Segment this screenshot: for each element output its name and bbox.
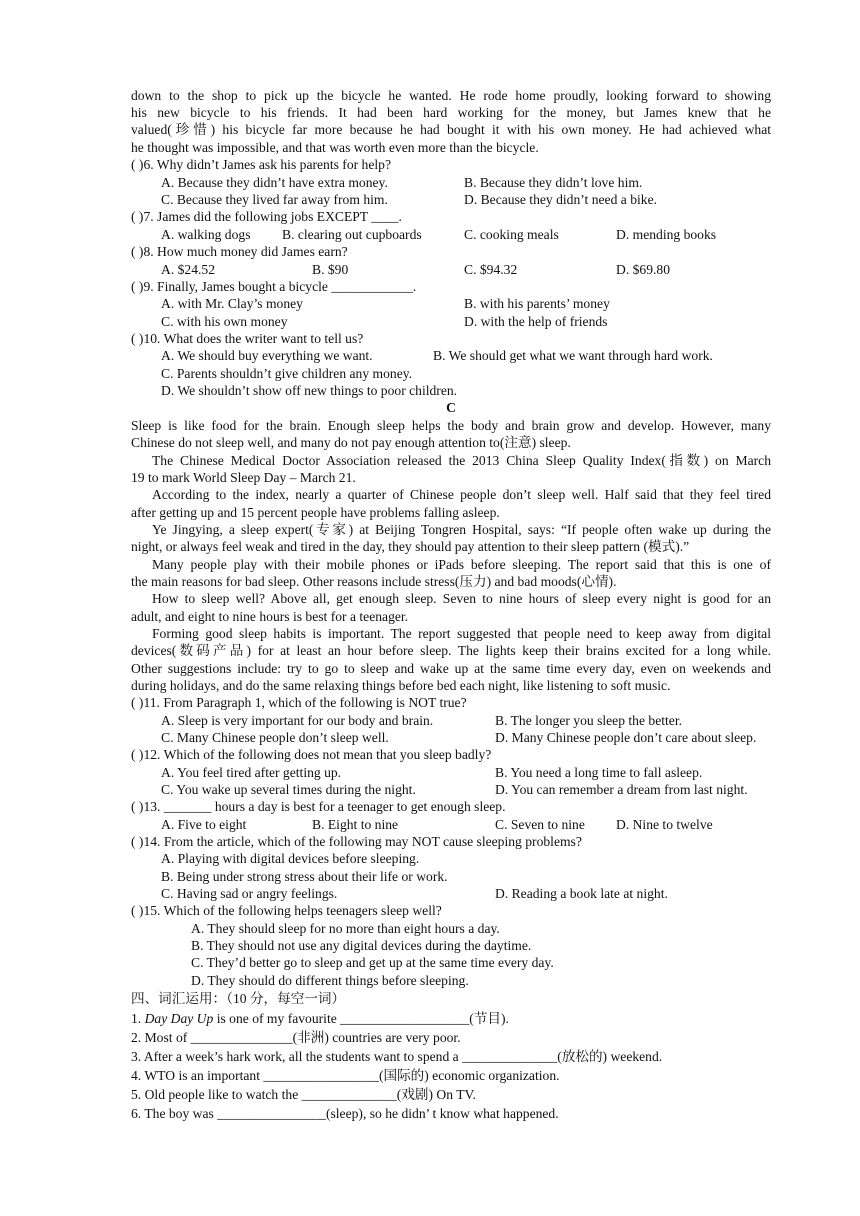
option-a: A. Sleep is very important for our body and brain. — [161, 713, 434, 728]
passage-line: night, or always feel weak and tired in the day, they should pay attention to their sleep pattern (模式).” — [131, 539, 690, 554]
passage-line: How to sleep well? Above all, get enough sleep. Seven to nine hours of sleep every night is good for an — [152, 591, 771, 606]
passage-line: Sleep is like food for the brain. Enough sleep helps the body and brain grow and develop. However, many — [131, 418, 771, 433]
option-a: A. Because they didn’t have extra money. — [161, 175, 388, 190]
passage-line: after getting up and 15 percent people have problems falling asleep. — [131, 505, 500, 520]
passage-line: valued(珍惜) his bicycle far more because he had bought it with his own money. He had achieved what — [131, 122, 771, 137]
option-b: B. Because they didn’t love him. — [464, 175, 643, 190]
vocab-item: 3. After a week’s hark work, all the students want to spend a ______________(放松的) weekend. — [131, 1049, 663, 1064]
question-stem: ( )15. Which of the following helps teenagers sleep well? — [131, 903, 442, 918]
passage-line: down to the shop to pick up the bicycle he wanted. He rode home proudly, looking forward to showing — [131, 88, 771, 103]
option-a: A. We should buy everything we want. — [161, 348, 373, 363]
passage-line: Other suggestions include: try to go to sleep and wake up at the same time every day, even on weekends and — [131, 661, 771, 676]
option-c: C. Having sad or angry feelings. — [161, 886, 338, 901]
option-d: D. You can remember a dream from last night. — [495, 782, 748, 797]
option-b: B. with his parents’ money — [464, 296, 610, 311]
option-b: B. We should get what we want through hard work. — [433, 348, 713, 363]
option-b: B. The longer you sleep the better. — [495, 713, 682, 728]
option-b: B. Being under strong stress about their life or work. — [161, 869, 448, 884]
question-stem: ( )8. How much money did James earn? — [131, 244, 348, 259]
option-b: B. clearing out cupboards — [282, 227, 422, 242]
passage-line: Ye Jingying, a sleep expert(专家) at Beijing Tongren Hospital, says: “If people often wake up during the — [152, 522, 771, 537]
question-stem: ( )12. Which of the following does not mean that you sleep badly? — [131, 747, 492, 762]
option-b: B. $90 — [312, 262, 349, 277]
option-c: C. Parents shouldn’t give children any money. — [161, 366, 413, 381]
passage-line: Forming good sleep habits is important. The report suggested that people need to keep away from digital — [152, 626, 771, 641]
option-a: A. $24.52 — [161, 262, 215, 277]
option-a: A. You feel tired after getting up. — [161, 765, 342, 780]
option-c: C. Because they lived far away from him. — [161, 192, 388, 207]
option-d: D. Because they didn’t need a bike. — [464, 192, 658, 207]
passage-line: Many people play with their mobile phones or iPads before sleeping. The report said that this is one of — [152, 557, 771, 572]
option-c: C. They’d better go to sleep and get up at the same time every day. — [191, 955, 554, 970]
option-c: C. Many Chinese people don’t sleep well. — [161, 730, 389, 745]
passage-line: during holidays, and do the same relaxing things before bed each night, like listening to soft music. — [131, 678, 671, 693]
option-c: C. cooking meals — [464, 227, 559, 242]
question-stem: ( )10. What does the writer want to tell us? — [131, 331, 364, 346]
passage-line: Chinese do not sleep well, and many do not pay enough attention to(注意) sleep. — [131, 435, 571, 450]
question-stem: ( )7. James did the following jobs EXCEPT ____. — [131, 209, 402, 224]
vocab-item: 5. Old people like to watch the ______________(戏剧) On TV. — [131, 1087, 476, 1102]
question-stem: ( )14. From the article, which of the following may NOT cause sleeping problems? — [131, 834, 582, 849]
passage-line: the main reasons for bad sleep. Other reasons include stress(压力) and bad moods(心情). — [131, 574, 617, 589]
vocab-item: 6. The boy was ________________(sleep), so he didn’ t know what happened. — [131, 1106, 559, 1121]
option-a: A. Playing with digital devices before sleeping. — [161, 851, 420, 866]
option-d: D. $69.80 — [616, 262, 670, 277]
option-c: C. Seven to nine — [495, 817, 585, 832]
option-c: C. You wake up several times during the night. — [161, 782, 416, 797]
passage-line: devices(数码产品) for at least an hour before sleep. The lights keep their brains excited for a long while. — [131, 643, 771, 658]
section-heading: 四、词汇运用：（10 分，每空一词） — [131, 991, 346, 1006]
question-stem: ( )11. From Paragraph 1, which of the following is NOT true? — [131, 695, 467, 710]
option-a: A. Five to eight — [161, 817, 247, 832]
option-a: A. with Mr. Clay’s money — [161, 296, 303, 311]
option-d: D. with the help of friends — [464, 314, 608, 329]
option-c: C. $94.32 — [464, 262, 518, 277]
vocab-number: 1. — [131, 1011, 145, 1026]
section-title: C — [446, 400, 456, 415]
option-d: D. Nine to twelve — [616, 817, 713, 832]
passage-line: adult, and eight to nine hours is best for a teenager. — [131, 609, 409, 624]
question-stem: ( )9. Finally, James bought a bicycle ____________. — [131, 279, 417, 294]
passage-line: he thought was impossible, and that was worth even more than the bicycle. — [131, 140, 539, 155]
question-stem: ( )13. _______ hours a day is best for a teenager to get enough sleep. — [131, 799, 506, 814]
option-a: A. They should sleep for no more than eight hours a day. — [191, 921, 500, 936]
option-b: B. They should not use any digital devices during the daytime. — [191, 938, 532, 953]
vocab-item — [131, 1010, 771, 1027]
program-name: Day Day Up — [144, 1011, 214, 1026]
passage-line: According to the index, nearly a quarter of Chinese people don’t sleep well. Half said that they feel tired — [152, 487, 771, 502]
passage-line: The Chinese Medical Doctor Association released the 2013 China Sleep Quality Index(指数) on March — [152, 453, 771, 468]
vocab-text: is one of my favourite ___________________(节目). — [213, 1011, 509, 1026]
vocab-item: 2. Most of _______________(非洲) countries are very poor. — [131, 1030, 461, 1045]
option-d: D. mending books — [616, 227, 717, 242]
option-d: D. Reading a book late at night. — [495, 886, 668, 901]
option-d: D. They should do different things before sleeping. — [191, 973, 469, 988]
option-d: D. We shouldn’t show off new things to poor children. — [161, 383, 458, 398]
option-c: C. with his own money — [161, 314, 288, 329]
option-b: B. You need a long time to fall asleep. — [495, 765, 703, 780]
option-d: D. Many Chinese people don’t care about sleep. — [495, 730, 757, 745]
option-b: B. Eight to nine — [312, 817, 399, 832]
vocab-item: 4. WTO is an important _________________(国际的) economic organization. — [131, 1068, 560, 1083]
passage-line: 19 to mark World Sleep Day – March 21. — [131, 470, 356, 485]
option-a: A. walking dogs — [161, 227, 251, 242]
passage-line: his new bicycle to his friends. It had been hard working for the money, but James knew that he — [131, 105, 771, 120]
question-stem: ( )6. Why didn’t James ask his parents for help? — [131, 157, 391, 172]
